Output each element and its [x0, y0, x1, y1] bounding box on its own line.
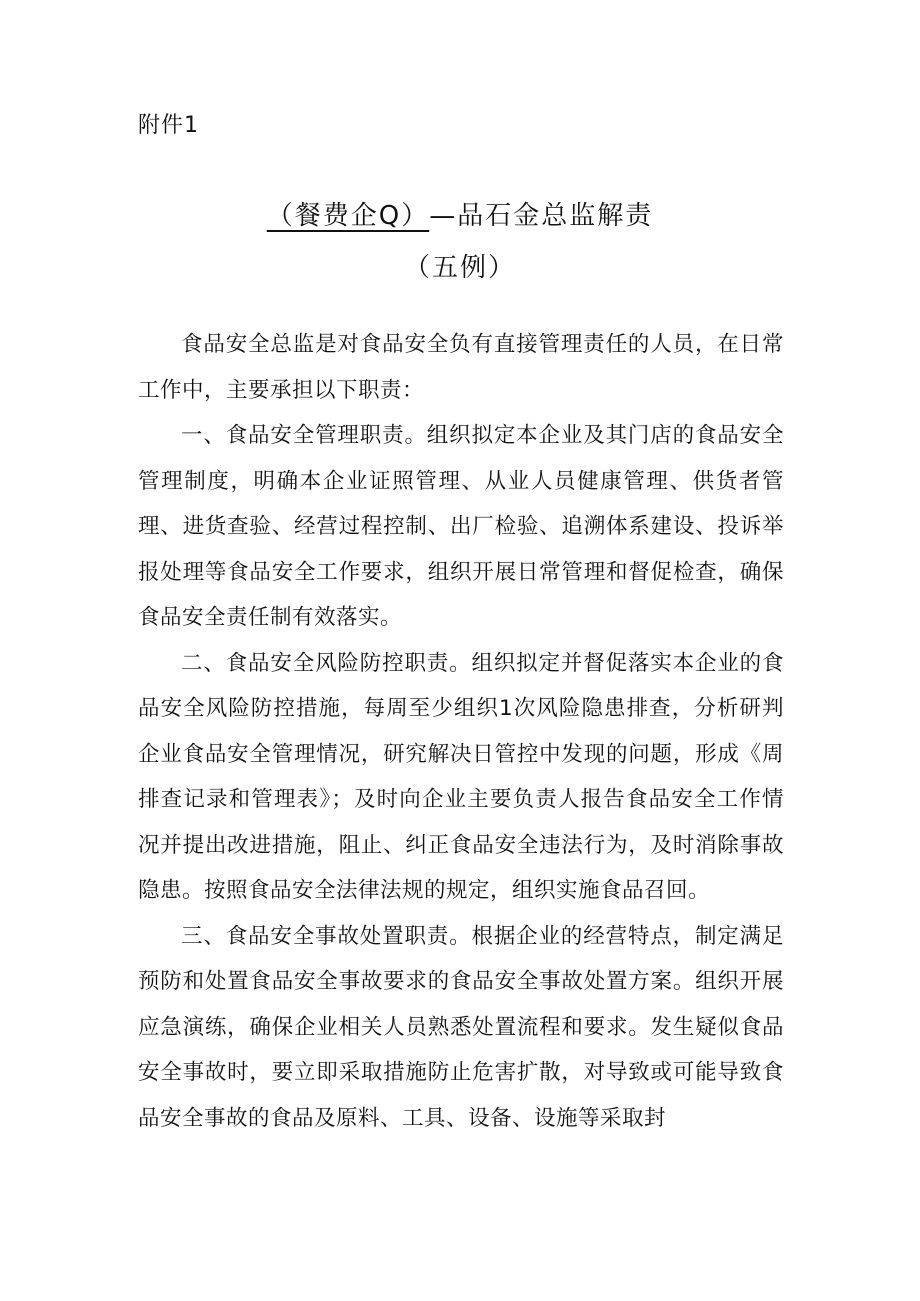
intro-paragraph: 食品安全总监是对食品安全负有直接管理责任的人员，在日常工作中，主要承担以下职责： [138, 332, 784, 403]
paragraph-risk-control-duties: 二、食品安全风险防控职责。组织拟定并督促落实本企业的食品安全风险防控措施，每周至少组织1次风险隐患排查，分析研判企业食品安全管理情况，研究解决日管控中发现的问题，形成《周排查记录和管理表》；及时向企业主要负责人报告食品安全工作情况并提出改进措施，阻止、纠正食品安全违法行为，及时消除事故隐患。按照食品安全法律法规的规定，组织实施食品召回。 [138, 650, 784, 903]
document-title [0, 196, 920, 236]
title-rest-part: —品石金总监解责 [429, 201, 654, 231]
attachment-label: 附件1 [138, 113, 199, 138]
paragraph-management-duties: 一、食品安全管理职责。组织拟定本企业及其门店的食品安全管理制度，明确本企业证照管理、从业人员健康管理、供货者管理、进货查验、经营过程控制、出厂检验、追溯体系建设、投诉举报处理等食品安全工作要求，组织开展日常管理和督促检查，确保食品安全责任制有效落实。 [138, 423, 784, 630]
title-underlined-part: （餐费企Q） [266, 201, 430, 231]
document-body [138, 322, 784, 1141]
document-subtitle: （五例） [403, 253, 516, 283]
paragraph-incident-handling-duties: 三、食品安全事故处置职责。根据企业的经营特点，制定满足预防和处置食品安全事故要求的食品安全事故处置方案。组织开展应急演练，确保企业相关人员熟悉处置流程和要求。发生疑似食品安全事故时，要立即采取措施防止危害扩散，对导致或可能导致食品安全事故的食品及原料、工具、设备、设施等采取封 [138, 923, 784, 1131]
